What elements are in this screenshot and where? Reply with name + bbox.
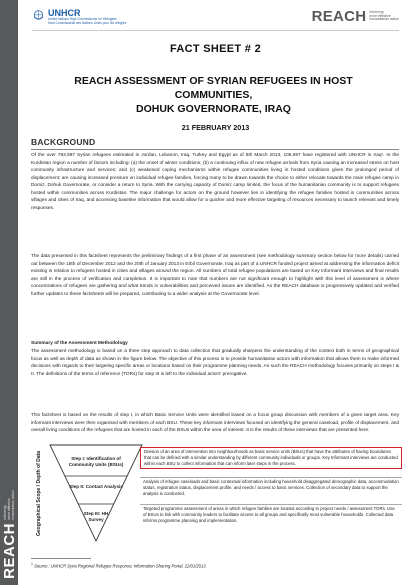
title-line-1: REACH ASSESSMENT OF SYRIAN REFUGEES IN HOST COMMUNITIES, — [74, 75, 353, 101]
step-3-label: Step III: HH Survey — [83, 511, 109, 522]
unhcr-subtitle-en: United Nations High Commissioner for Refugees — [48, 17, 117, 21]
paragraph-background-2: The data presented in this factsheet represents the preliminary findings of a first phase of an assessment (see methodology summary section below for more details) carried out between the 18th of December 2012 and the 20th of January 2013 in Erbil Governorate, Iraq as part of a UNHCR funded project aimed at addressing the information deficit existing in relation to refugees hosted in cities and villages around the region. All numbers of total refugee populations are based on Key Informant Interviews and final results are still in the process of verification and completion. It is important to note that numbers are not significant enough to highlight with this level of assessment is where concentrations of refugees are gathering and what trends in vulnerabilities and perceived issues are identified. As the REACH database is progressively updated and verified further updates to these factsheets will be prepared, contributing to a wider analysis at the Governorate level. — [31, 254, 399, 297]
document-date: 21 FEBRUARY 2013 — [181, 123, 250, 132]
reach-header-logo — [312, 8, 399, 25]
unhcr-subtitle-fr: Haut Commissariat des Nations Unies pour les réfugiés — [48, 20, 127, 25]
document-title — [40, 74, 387, 116]
side-tag-line: Informing — [3, 505, 7, 520]
unhcr-logo — [32, 9, 126, 25]
reach-side-tagline — [3, 490, 15, 520]
step-2-label: Step II: Contact Analysis — [69, 484, 123, 489]
paragraph-methodology-1: The assessment methodology is based on a three step approach to data collection that gradually sharpens the understanding of the context both in terms of geographical focus as well as depth of data as shown in the figure below. The objective of this process is to provide humanitarian actors with information that allows them to make informed decisions with regards to their targeting specific areas or locations based on their programme planning needs. As such the REACH methodology focuses primarily on steps I & II. The definitions of the terms of reference (TORs) for step III is left to the individual actors' prerogative. — [31, 349, 399, 377]
side-tag-line: humanitarian action — [11, 489, 15, 520]
reach-tag-line: Informing — [369, 9, 384, 14]
reach-side-wordmark: REACH — [0, 523, 18, 579]
step-2-description: Analysis of refugee caseloads and basic contextual information including household disaggregated demographic data, accommodation status, registration status, displacement profile, and needs / access to basic services. Collection of secondary data to support the analysis is conducted. — [143, 479, 399, 496]
step-3-description: Targeted programme assessment of areas in which refugee families are located according to project needs / assessment TORs. Use of BSUs to link with community leaders to facilitate access to all groups and specifically most vulnerable households. Collected data informs programme planning and implementation. — [143, 506, 395, 523]
diagram-axis-label — [32, 446, 46, 542]
section-heading-background: BACKGROUND — [31, 137, 96, 147]
footnote-divider — [31, 558, 91, 559]
header-divider — [32, 30, 399, 31]
step-1-description: Division of an area of intervention into neighbourhoods as basic service units (BSUs) that have the attributes of having boundaries that can be defined with a similar understanding by different community individuals or groups. Key Informant interviews are conducted within each BSU to collect information that can inform later steps in the process. — [140, 447, 402, 469]
reach-tag-line: more effective — [369, 13, 391, 18]
footnote-number: 1 — [31, 562, 33, 566]
side-band — [0, 0, 18, 585]
reach-tag-line: humanitarian action — [369, 17, 399, 22]
reach-wordmark: REACH — [311, 8, 367, 25]
unhcr-name: UNHCR — [48, 8, 81, 18]
title-line-2: DOHUK GOVERNORATE, IRAQ — [136, 103, 291, 115]
description-divider — [140, 477, 402, 478]
fact-sheet-label: FACT SHEET # 2 — [170, 43, 261, 55]
section-divider — [31, 149, 399, 150]
methodology-subheading: Summary of the Assessment Methodology — [31, 341, 128, 346]
axis-label-text: Geographical Scope / Depth of Data — [36, 451, 42, 537]
footnote-text: Source : UNHCR Syria Regional Refugee Response; Information Sharing Portal, 22/01/2013 — [34, 563, 206, 569]
description-divider — [140, 504, 402, 505]
reach-tagline — [369, 11, 399, 23]
side-tag-line: more effective — [7, 497, 11, 520]
footnote — [31, 562, 206, 568]
paragraph-background-1: Of the over 783,597 Syrian refugees estimated in Jordan, Lebanon, Iraq, Turkey and Egypt as of 5th March 2013, 106,697 have registered with UNHCR in Iraq¹. In the Kurdistan region a number of factors including: (a) the onset of winter conditions; (b) a continuing influx of new refugee arrivals from Syria causing an increased stress on host community infrastructure and services; and (c) weakened coping mechanisms within refugee communities living in hosted conditions given the prolonged period of displacement; are causing increased pressure on individual refugee families, forcing many to be drawn towards the choice to either relocate towards the main refugee camp in Domiz, Dohuk Governorate, or consider a return to Syria. With the carrying capacity of Domiz camp limited, the focus of the humanitarian community is to support refugees hosted within communities across Kurdistan. The major challenge for actors on the ground however lies in identifying the refugee families hosted in communities across villages and cities of Iraq, and accessing baseline information that would allow for a quicker and more effective targeting of resources necessary to launch relevant and timely responses. — [31, 153, 399, 211]
step-1-label: Step I: Identification of Community Units (BSUs) — [68, 456, 124, 467]
unhcr-emblem-icon — [32, 9, 45, 22]
paragraph-methodology-2: This factsheet is based on the results of step I, in which Basic Service Units were identified based on a focus group discussion with members of a given target area. Key informant interviews were then organised with members of each BSU. These key informant interviews focused on identifying the general caseload, profile of displacement, and overall living conditions of the refugees that are hosted in each of the BSUs within the area of interest. It is the results of these interviews that are presented here. — [31, 413, 399, 434]
reach-side-logo — [2, 447, 16, 579]
